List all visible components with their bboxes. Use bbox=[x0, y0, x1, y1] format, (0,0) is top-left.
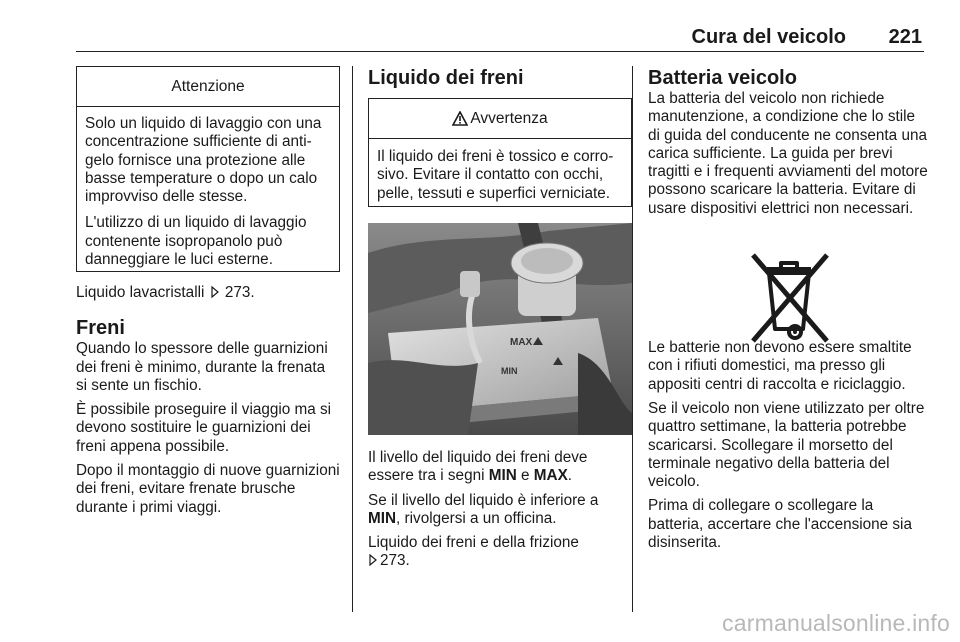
brake-fluid-reference[interactable]: Liquido dei freni e della frizione 273. bbox=[368, 534, 579, 570]
section-title: Cura del veicolo bbox=[691, 26, 846, 48]
column-middle bbox=[368, 66, 632, 571]
header-rule bbox=[76, 51, 924, 52]
section-heading: Batteria veicolo bbox=[648, 67, 797, 89]
body-text: Se il veicolo non viene utilizzato per oltre quattro settimane, la batteria potrebbe scaricarsi. Scollegare il morsetto del terminale negativo della batteria del veicolo. bbox=[648, 399, 925, 491]
body-text: Dopo il montaggio di nuove guarnizioni dei freni, evitare frenate brusche durante i primi viaggi. bbox=[76, 462, 340, 516]
warning-header bbox=[369, 99, 631, 139]
body-text: Il livello del liquido dei freni deve essere tra i segni MIN e MAX. bbox=[368, 449, 588, 485]
column-divider bbox=[632, 66, 633, 612]
body-text: Quando lo spessore delle guarnizioni dei freni è minimo, durante la frenata si sente un fischio. bbox=[76, 340, 328, 394]
caution-title: Attenzione bbox=[77, 67, 339, 107]
arrow-ref-icon bbox=[368, 554, 378, 566]
caution-box bbox=[76, 66, 340, 272]
body-text: Se il livello del liquido è inferiore a MIN, rivolgersi a un officina. bbox=[368, 491, 599, 527]
crossed-bin-icon bbox=[739, 249, 839, 345]
warning-triangle-icon bbox=[452, 111, 468, 126]
warning-title: Avvertenza bbox=[470, 109, 548, 127]
column-divider bbox=[352, 66, 353, 612]
warning-box bbox=[368, 98, 632, 207]
caution-text: Solo un liquido di lavaggio con una concentrazione sufficiente di antigelo fornisce una protezione alle basse temperature o dopo un calo improvviso delle stesse. bbox=[85, 115, 322, 206]
body-text: Prima di collegare o scollegare la batteria, accertare che l'accensione sia disinserita. bbox=[648, 497, 912, 552]
body-text: Le batterie non devono essere smaltite con i rifiuti domestici, ma presso gli appositi centri di raccolta e riciclaggio. bbox=[648, 339, 912, 393]
brake-reservoir-photo bbox=[368, 223, 632, 435]
page-header bbox=[76, 26, 924, 52]
max-mark: MAX bbox=[510, 337, 533, 348]
body-text: È possibile proseguire il viaggio ma si devono sostituire le guarnizioni dei freni appena possibile. bbox=[76, 401, 332, 455]
arrow-ref-icon bbox=[210, 286, 220, 298]
body-text: La batteria del veicolo non richiede manutenzione, a condizione che lo stile di guida del conducente ne consenta una carica sufficiente. La guida per brevi tragitti e i frequenti avviamenti del motore possono scaricare la batteria. Evitare di usare dispositivi elettrici non necessari. bbox=[648, 90, 928, 217]
washer-fluid-reference[interactable]: Liquido lavacristalli 273. bbox=[76, 284, 255, 301]
section-heading: Liquido dei freni bbox=[368, 67, 524, 89]
column-left bbox=[76, 66, 340, 517]
caution-text: L'utilizzo di un liquido di lavaggio contenente isopropanolo può danneggiare le luci esterne. bbox=[85, 214, 307, 269]
watermark: carmanualsonline.info bbox=[722, 610, 950, 636]
page-number: 221 bbox=[888, 26, 922, 48]
section-heading: Freni bbox=[76, 317, 125, 340]
warning-text: Il liquido dei freni è tossico e corrosivo. Evitare il contatto con occhi, pelle, tessuti e superfici verniciate. bbox=[377, 148, 614, 202]
min-mark: MIN bbox=[501, 366, 518, 376]
